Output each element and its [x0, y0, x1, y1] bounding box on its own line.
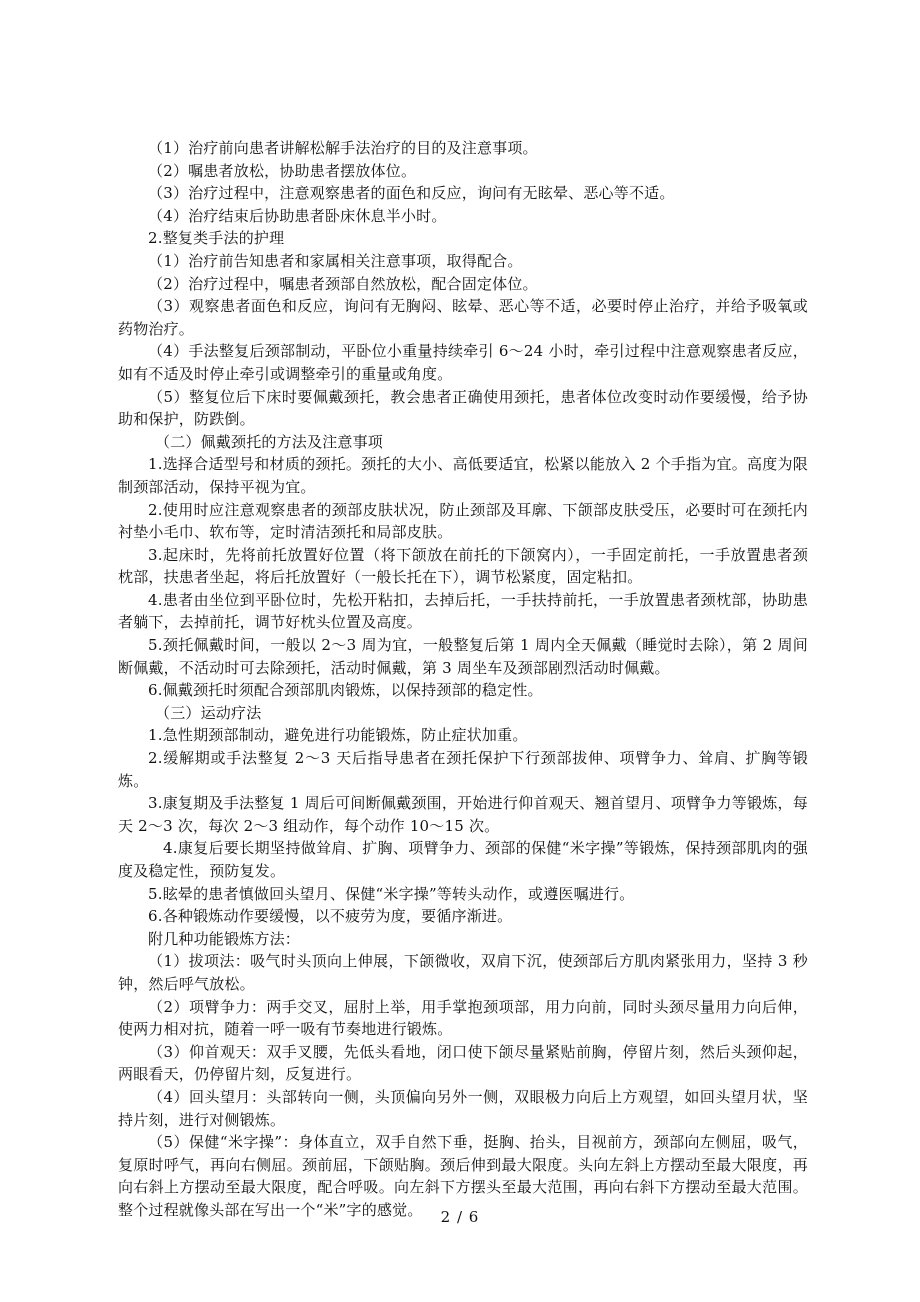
paragraph: （4）回头望月：头部转向一侧，头顶偏向另外一侧，双眼极力向后上方观望，如回头望月状，坚持片刻，进行对侧锻炼。	[118, 1087, 808, 1129]
paragraph: （2）嘱患者放松，协助患者摆放体位。	[148, 161, 417, 180]
paragraph: 附几种功能锻炼方法：	[148, 929, 301, 948]
paragraph: （3）治疗过程中，注意观察患者的面色和反应，询问有无眩晕、恶心等不适。	[148, 184, 675, 203]
document-body	[118, 137, 808, 1222]
paragraph: （1）治疗前告知患者和家属相关注意事项，取得配合。	[148, 251, 523, 270]
paragraph: （3）仰首观天：双手叉腰，先低头看地，闭口使下颌尽量紧贴前胸，停留片刻，然后头颈仰起，两眼看天，仍停留片刻，反复进行。	[118, 1042, 808, 1084]
paragraph: 1.急性期颈部制动，避免进行功能锻炼，防止症状加重。	[148, 726, 528, 745]
paragraph: （3）观察患者面色和反应，询问有无胸闷、眩晕、恶心等不适，必要时停止治疗，并给予吸氧或药物治疗。	[118, 297, 808, 338]
paragraph: 5.眩晕的患者慎做回头望月、保健“米字操”等转头动作，或遵医嘱进行。	[148, 884, 635, 903]
paragraph: 6.各种锻炼动作要缓慢，以不疲劳为度，要循序渐进。	[148, 907, 513, 926]
paragraph: 4.康复后要长期坚持做耸肩、扩胸、项臂争力、颈部的保健“米字操”等锻炼，保持颈部肌肉的强度及稳定性，预防复发。	[118, 839, 808, 880]
paragraph: （2）项臂争力：两手交叉，屈肘上举，用手掌抱颈项部，用力向前，同时头颈尽量用力向后伸，使两力相对抗，随着一呼一吸有节奏地进行锻炼。	[118, 997, 808, 1039]
paragraph: （2）治疗过程中，嘱患者颈部自然放松，配合固定体位。	[148, 274, 538, 293]
paragraph: 1.选择合适型号和材质的颈托。颈托的大小、高低要适宜，松紧以能放入 2 个手指为宜。高度为限制颈部活动，保持平视为宜。	[118, 455, 808, 496]
paragraph: （1）拔项法：吸气时头顶向上伸展，下颌微收，双肩下沉，使颈部后方肌肉紧张用力，坚持 3 秒钟，然后呼气放松。	[118, 952, 808, 993]
page-number: 2 / 6	[440, 1208, 480, 1226]
paragraph: （1）治疗前向患者讲解松解手法治疗的目的及注意事项。	[148, 139, 538, 157]
paragraph: 3.康复期及手法整复 1 周后可间断佩戴颈围，开始进行仰首观天、翘首望月、项臂争力等锻炼，每天 2～3 次，每次 2～3 组动作，每个动作 10～15 次。	[118, 794, 808, 835]
paragraph: 4.患者由坐位到平卧位时，先松开粘扣，去掉后托，一手扶持前托，一手放置患者颈枕部，协助患者躺下，去掉前托，调节好枕头位置及高度。	[118, 590, 808, 632]
section-heading: （二）佩戴颈托的方法及注意事项	[155, 432, 384, 451]
section-heading: （三）运动疗法	[155, 703, 262, 722]
paragraph: 5.颈托佩戴时间，一般以 2～3 周为宜，一般整复后第 1 周内全天佩戴（睡觉时去除），第 2 周间断佩戴，不活动时可去除颈托，活动时佩戴，第 3 周坐车及颈部剧烈活动时佩戴。	[118, 636, 808, 677]
paragraph: 2.缓解期或手法整复 2～3 天后指导患者在颈托保护下行颈部拔伸、项臂争力、耸肩、扩胸等锻炼。	[118, 749, 808, 790]
section-heading: 2.整复类手法的护理	[148, 229, 285, 248]
paragraph: （5）保健“米字操”：身体直立，双手自然下垂，挺胸、抬头，目视前方，颈部向左侧屈，吸气，复原时呼气，再向右侧屈。颈前屈，下颌贴胸。颈后伸到最大限度。头向左斜上方摆动至最大限度，再向右斜上方摆动至最大限度，配合呼吸。向左斜下方摆头至最大范围，再向右斜下方摆动至最大范围。整个过程就像头部在写出一个“米”字的感觉。	[118, 1133, 808, 1219]
paragraph: 6.佩戴颈托时须配合颈部肌肉锻炼，以保持颈部的稳定性。	[148, 681, 543, 700]
paragraph: （5）整复位后下床时要佩戴颈托，教会患者正确使用颈托，患者体位改变时动作要缓慢，给予协助和保护，防跌倒。	[118, 387, 808, 429]
paragraph: 2.使用时应注意观察患者的颈部皮肤状况，防止颈部及耳廓、下颌部皮肤受压，必要时可在颈托内衬垫小毛巾、软布等，定时清洁颈托和局部皮肤。	[118, 500, 808, 542]
paragraph: 3.起床时，先将前托放置好位置（将下颌放在前托的下颌窝内），一手固定前托，一手放置患者颈枕部，扶患者坐起，将后托放置好（一般长托在下），调节松紧度，固定粘扣。	[118, 545, 808, 587]
paragraph: （4）治疗结束后协助患者卧床休息半小时。	[148, 206, 447, 225]
paragraph: （4）手法整复后颈部制动，平卧位小重量持续牵引 6～24 小时，牵引过程中注意观察患者反应，如有不适及时停止牵引或调整牵引的重量或角度。	[118, 342, 808, 383]
